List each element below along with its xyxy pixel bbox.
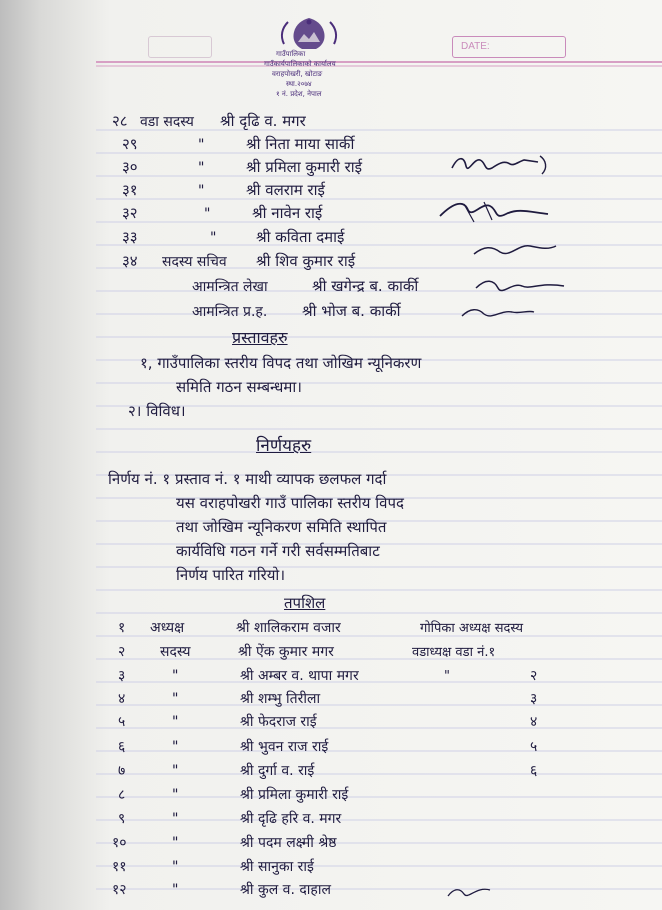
row-title: " [172,714,179,730]
member-number: ३१ [122,181,138,199]
date-box [452,36,566,58]
office-stamp [262,14,356,118]
row-note: वडाध्यक्ष वडा नं.१ [412,645,496,660]
member-number: ३४ [122,252,138,270]
row-number: ९ [118,811,126,827]
member-name: श्री कविता दमाई [256,228,345,246]
row-ward: ३ [530,691,538,707]
member-title: " [198,160,205,176]
row-number: ५ [118,714,126,730]
row-ward: ४ [530,714,538,730]
member-number: ३२ [122,204,138,222]
decision-line: निर्णय नं. १ प्रस्ताव नं. १ माथी व्यापक छलफल गर्दा [108,470,387,488]
row-number: १२ [112,882,127,898]
row-name: श्री ऐंक कुमार मगर [238,644,334,660]
signature-mark [444,880,494,904]
row-title: " [172,811,179,827]
row-name: श्री प्रमिला कुमारी राई [240,787,349,803]
member-title: वडा सदस्य [140,114,194,130]
row-note: गोपिका अध्यक्ष सदस्य [420,621,524,636]
member-title: " [210,230,217,246]
row-number: १० [112,835,127,851]
date-label: DATE: [461,41,490,52]
stamp-line: गाउँकार्यपालिकाको कार्यालय [264,60,336,68]
member-title: " [198,183,205,199]
row-number: ८ [118,787,126,803]
member-name: श्री निता माया सार्की [246,135,355,153]
proposals-heading: प्रस्तावहरु [232,328,288,347]
row-number: ६ [118,739,126,755]
proposal-line: २। विविध। [128,402,186,420]
member-number: ३० [122,158,138,176]
page-number-box [148,36,212,58]
row-number: ११ [112,859,127,875]
row-title: सदस्य [160,644,191,660]
row-name: श्री दुर्गा व. राई [240,763,315,779]
row-title: " [172,691,179,707]
row-number: ४ [118,691,126,707]
invitee-title: आमन्त्रित लेखा [192,279,268,295]
stamp-line: स्था.२०७४ [286,80,312,88]
member-title: " [204,206,211,222]
member-name: श्री वलराम राई [246,181,325,199]
row-name: श्री पदम लक्ष्मी श्रेष्ठ [240,835,337,851]
signature-mark [458,300,538,324]
decision-line: यस वराहपोखरी गाउँ पालिका स्तरीय विपद [176,494,404,512]
decisions-heading: निर्णयहरु [256,436,312,456]
row-name: श्री भुवन राज राई [240,739,329,755]
row-name: श्री शालिकराम वजार [236,620,341,636]
row-note: " [444,669,450,684]
attendance-heading: तपशिल [284,594,326,612]
row-title: " [172,835,179,851]
row-title: " [172,882,179,898]
stamp-line: वराहपोखरी, खोटाङ [272,70,323,78]
row-number: १ [118,620,126,636]
decision-line: निर्णय पारित गरियो। [176,566,286,584]
member-title: सदस्य सचिव [162,254,227,270]
row-name: श्री अम्बर व. थापा मगर [240,668,359,684]
invitee-name: श्री खगेन्द्र ब. कार्की [312,277,419,295]
signature-mark [434,196,554,226]
row-name: श्री दृढि हरि व. मगर [240,811,342,827]
signature-mark [448,150,558,178]
member-number: २९ [122,135,138,153]
row-number: ३ [118,668,126,684]
row-name: श्री शम्भु तिरीला [240,691,321,707]
member-name: श्री शिव कुमार राई [256,252,356,270]
proposal-line: १, गाउँपालिका स्तरीय विपद तथा जोखिम न्यूनिकरण [140,354,422,372]
row-title: अध्यक्ष [150,620,185,636]
row-name: श्री कुल व. दाहाल [240,882,331,898]
member-name: श्री नावेन राई [252,204,323,222]
member-name: श्री प्रमिला कुमारी राई [246,158,363,176]
proposal-line: समिति गठन सम्बन्धमा। [176,378,302,396]
stamp-line: गाउँपालिका [276,50,306,58]
row-title: " [172,787,179,803]
row-name: श्री सानुका राई [240,859,314,875]
row-title: " [172,739,179,755]
row-number: ७ [118,763,126,779]
signature-mark [470,274,570,298]
member-name: श्री दृढि व. मगर [220,112,306,130]
row-title: " [172,859,179,875]
row-title: " [172,763,179,779]
row-ward: २ [530,668,538,684]
row-name: श्री फेदराज राई [240,714,317,730]
decision-line: तथा जोखिम न्यूनिकरण समिति स्थापित [176,518,387,536]
member-number: २८ [112,112,128,130]
row-title: " [172,668,179,684]
row-number: २ [118,644,126,660]
invitee-name: श्री भोज ब. कार्की [302,302,401,320]
row-ward: ५ [530,739,538,755]
row-ward: ६ [530,763,538,779]
invitee-title: आमन्त्रित प्र.ह. [192,304,268,320]
member-title: " [198,137,205,153]
member-number: ३३ [122,228,138,246]
decision-line: कार्यविधि गठन गर्ने गरी सर्वसम्मतिबाट [176,542,380,560]
signature-mark [470,236,560,262]
stamp-line: १ नं. प्रदेश, नेपाल [276,90,322,98]
